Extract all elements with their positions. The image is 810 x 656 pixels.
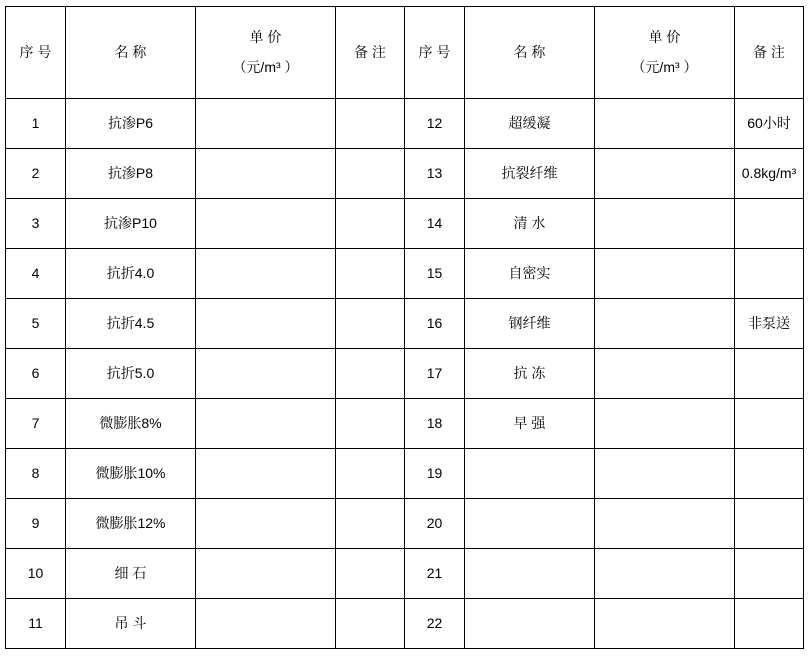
cell-left-seq: 11 [6,599,66,649]
cell-left-remark[interactable] [336,499,405,549]
cell-right-price[interactable] [595,99,735,149]
cell-right-price[interactable] [595,499,735,549]
cell-right-name [465,449,595,499]
cell-right-remark[interactable] [735,449,804,499]
cell-left-price[interactable] [196,99,336,149]
header-right-seq: 序 号 [405,7,465,99]
cell-left-seq: 5 [6,299,66,349]
cell-right-seq: 22 [405,599,465,649]
cell-left-remark[interactable] [336,449,405,499]
cell-right-name [465,599,595,649]
cell-right-remark[interactable] [735,249,804,299]
cell-right-price[interactable] [595,449,735,499]
cell-left-seq: 4 [6,249,66,299]
cell-right-remark[interactable]: 非泵送 [735,299,804,349]
cell-left-name: 微膨胀10% [66,449,196,499]
cell-left-name: 抗渗P10 [66,199,196,249]
cell-left-name: 抗折5.0 [66,349,196,399]
cell-left-seq: 3 [6,199,66,249]
cell-right-remark[interactable] [735,599,804,649]
cell-right-seq: 20 [405,499,465,549]
cell-left-name: 抗渗P6 [66,99,196,149]
table-row [6,449,804,499]
cell-left-seq: 9 [6,499,66,549]
cell-right-name: 钢纤维 [465,299,595,349]
cell-right-price[interactable] [595,399,735,449]
cell-right-price[interactable] [595,599,735,649]
table-row [6,149,804,199]
cell-left-price[interactable] [196,399,336,449]
cell-right-remark[interactable] [735,549,804,599]
cell-left-price[interactable] [196,199,336,249]
table-header-row [6,7,804,99]
cell-left-name: 微膨胀8% [66,399,196,449]
cell-right-seq: 17 [405,349,465,399]
cell-right-price[interactable] [595,149,735,199]
header-left-seq: 序 号 [6,7,66,99]
cell-right-remark[interactable] [735,349,804,399]
table-row [6,249,804,299]
cell-right-seq: 12 [405,99,465,149]
table-row [6,499,804,549]
cell-left-remark[interactable] [336,349,405,399]
cell-right-price[interactable] [595,199,735,249]
table-row [6,549,804,599]
cell-right-seq: 19 [405,449,465,499]
cell-right-seq: 21 [405,549,465,599]
cell-right-seq: 15 [405,249,465,299]
table-row [6,199,804,249]
cell-left-seq: 2 [6,149,66,199]
concrete-price-table [5,6,804,649]
cell-left-seq: 1 [6,99,66,149]
cell-left-price[interactable] [196,149,336,199]
cell-right-name: 抗裂纤维 [465,149,595,199]
cell-right-name: 自密实 [465,249,595,299]
cell-left-seq: 8 [6,449,66,499]
cell-left-remark[interactable] [336,299,405,349]
cell-right-seq: 14 [405,199,465,249]
cell-right-seq: 18 [405,399,465,449]
cell-right-name [465,499,595,549]
cell-right-seq: 13 [405,149,465,199]
cell-left-name: 抗折4.0 [66,249,196,299]
cell-left-seq: 7 [6,399,66,449]
cell-right-price[interactable] [595,299,735,349]
cell-right-remark[interactable]: 0.8kg/m³ [735,149,804,199]
cell-left-remark[interactable] [336,249,405,299]
header-right-remark: 备 注 [735,7,804,99]
header-left-price: 单 价 （元/m³ ） [196,7,336,99]
cell-left-seq: 6 [6,349,66,399]
cell-right-name: 早 强 [465,399,595,449]
cell-left-price[interactable] [196,249,336,299]
cell-left-price[interactable] [196,499,336,549]
table-body [6,99,804,649]
cell-left-remark[interactable] [336,99,405,149]
cell-left-name: 抗折4.5 [66,299,196,349]
header-left-remark: 备 注 [336,7,405,99]
cell-left-price[interactable] [196,299,336,349]
table-row [6,299,804,349]
cell-right-remark[interactable] [735,199,804,249]
cell-left-name: 微膨胀12% [66,499,196,549]
cell-left-remark[interactable] [336,399,405,449]
document-page [0,6,810,656]
cell-left-remark[interactable] [336,599,405,649]
cell-right-remark[interactable] [735,399,804,449]
cell-right-name [465,549,595,599]
header-left-name: 名 称 [66,7,196,99]
cell-right-seq: 16 [405,299,465,349]
cell-right-price[interactable] [595,549,735,599]
cell-left-price[interactable] [196,349,336,399]
cell-right-price[interactable] [595,349,735,399]
cell-left-name: 抗渗P8 [66,149,196,199]
cell-left-remark[interactable] [336,149,405,199]
cell-left-name: 细 石 [66,549,196,599]
table-row [6,349,804,399]
table-row [6,599,804,649]
cell-left-name: 吊 斗 [66,599,196,649]
cell-right-remark[interactable] [735,499,804,549]
cell-right-name: 清 水 [465,199,595,249]
cell-left-price[interactable] [196,549,336,599]
table-row [6,99,804,149]
cell-right-remark[interactable]: 60小时 [735,99,804,149]
table-row [6,399,804,449]
cell-left-remark[interactable] [336,549,405,599]
cell-right-name: 超缓凝 [465,99,595,149]
header-right-name: 名 称 [465,7,595,99]
cell-left-remark[interactable] [336,199,405,249]
cell-left-price[interactable] [196,599,336,649]
header-right-price: 单 价 （元/m³ ） [595,7,735,99]
cell-right-name: 抗 冻 [465,349,595,399]
cell-left-seq: 10 [6,549,66,599]
cell-right-price[interactable] [595,249,735,299]
cell-left-price[interactable] [196,449,336,499]
